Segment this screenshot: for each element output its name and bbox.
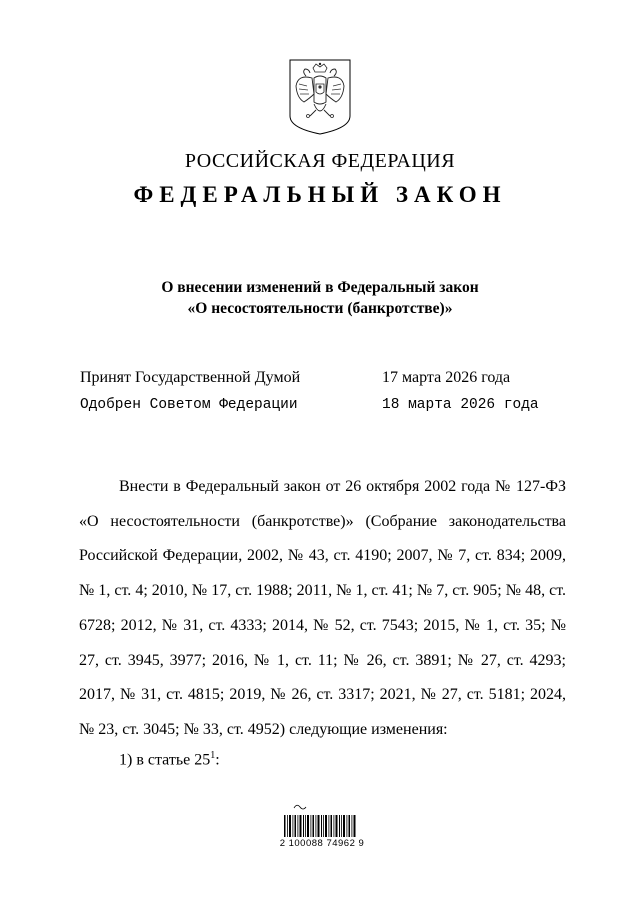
law-title-line-2: «О несостоятельности (банкротстве)» <box>187 300 453 317</box>
law-title-line-1: О внесении изменений в Федеральный закон <box>161 279 479 296</box>
main-paragraph: Внести в Федеральный закон от 26 октября 2002 года № 127-ФЗ «О несостоятельности (банкротстве)» (Собрание законодательства Российской Федерации, 2002, № 43, ст. 4190; 2007, № 7, ст. 834; 2009, № 1, ст. 4; 2010, № 17, ст. 1988; 2011, № 1, ст. 41; № 7, ст. 905; № 48, ст. 6728; 2012, № 31, ст. 4333; 2014, № 52, ст. 7543; 2015, № 1, ст. 35; № 27, ст. 3945, 3977; 2016, № 1, ст. 11; № 26, ст. 3891; № 27, ст. 4293; 2017, № 31, ст. 4815; 2019, № 26, ст. 3317; 2021, № 27, ст. 5181; 2024, № 23, ст. 3045; № 33, ст. 4952) следующие изменения: <box>79 478 566 738</box>
item-1-superscript: 1 <box>210 750 216 761</box>
barcode-icon <box>280 803 360 861</box>
council-date: 18 марта 2026 года <box>382 397 539 413</box>
council-label: Одобрен Советом Федерации <box>80 397 298 413</box>
law-body <box>79 470 566 748</box>
duma-date: 17 марта 2026 года <box>382 369 511 386</box>
duma-label: Принят Государственной Думой <box>80 369 301 386</box>
item-1-text: 1) в статье 25 <box>119 751 211 769</box>
law-type-heading: ФЕДЕРАЛЬНЫЙ ЗАКОН <box>133 182 507 207</box>
coat-of-arms-icon <box>288 58 352 136</box>
item-1-tail: : <box>215 751 220 769</box>
country-heading: РОССИЙСКАЯ ФЕДЕРАЦИЯ <box>184 150 456 172</box>
item-1 <box>119 750 220 769</box>
barcode-number: 2 100088 74962 9 <box>279 838 365 849</box>
